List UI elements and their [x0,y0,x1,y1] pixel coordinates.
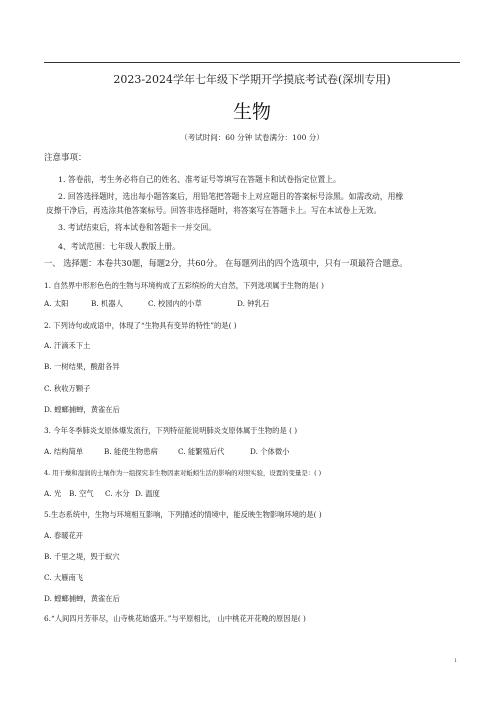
question-stem: 4. 用干燥和湿润的土壤作为一组探究非生物因素对蚯蚓生活的影响的对照实验，设置的变量是：( ) [44,469,322,477]
question-stem: 2. 下列诗句或成语中，体现了“生物具有变异的特性”的是( ) [44,321,237,330]
option: C. 校园内的小草 [148,299,202,308]
option: D. 钟乳石 [237,299,270,308]
option: C. 大雁南飞 [44,573,84,582]
option: A. 结构简单 [44,447,84,456]
option: A. 汗滴禾下土 [44,341,91,350]
notice-item: 1. 答卷前，考生务必将自己的姓名、准考证号等填写在答题卡和试卷指定位置上。 [58,175,341,184]
option: D. 温度 [135,489,160,498]
notice-item: 4、考试范围：七年级人教版上册。 [58,242,180,251]
header-rule [44,62,460,63]
option: B. 一树结果，酸甜各异 [44,362,120,371]
option: A. 光 [44,489,62,498]
option: B. 机器人 [91,299,123,308]
option: C. 能繁殖后代 [178,447,225,456]
option: A. 春暖花开 [44,531,84,540]
option: C. 秋收万颗子 [44,384,91,393]
question-stem: 3. 今年冬季肺炎支原体爆发流行，下列特征能说明肺炎支原体属于生物的是 ( ) [44,426,298,435]
page-number: 1 [454,658,458,664]
option: B. 千里之堤，毁于蚁穴 [44,552,120,561]
notice-item: 3. 考试结束后，将本试卷和答题卡一并交回。 [58,223,217,232]
option: B. 空气 [69,489,94,498]
option: D. 螳螂捕蝉，黄雀在后 [44,594,120,603]
question-stem: 6.“人间四月芳菲尽，山寺桃花始盛开。”与平原相比， 山中桃花开花晚的原因是( ) [44,614,306,623]
option: B. 能使生物患病 [104,447,158,456]
question-stem: 5.生态系统中，生物与环境相互影响，下列描述的情境中，能反映生物影响环境的是( ) [44,510,322,519]
subject-title: 生物 [232,101,271,123]
section-heading: 一、 选择题：本卷共30题，每题2分，共60分。 在每题列出的四个选项中，只有一项最符合题意。 [44,258,408,268]
exam-info: （考试时间：60 分钟 试卷满分：100 分） [180,133,324,142]
option: D. 螳螂捕蝉，黄雀在后 [44,405,120,414]
notice-item-continuation: 皮擦干净后，再选涂其他答案标号。回答非选择题时，将答案写在答题卡上。写在本试卷上无效。 [46,206,382,215]
notice-item: 2. 回答选择题时，选出每小题答案后，用铅笔把答题卡上对应题目的答案标号涂黑。如需改动，用橡 [58,192,404,201]
question-stem: 1. 自然界中形形色色的生物与环境构成了五彩缤纷的大自然，下列选项属于生物的是( ) [44,281,324,290]
option: A. 太阳 [44,299,69,308]
option: D. 个体微小 [250,447,290,456]
notice-heading: 注意事项： [44,153,87,163]
option: C. 水分 [105,489,130,498]
exam-title: 2023-2024学年七年级下学期开学摸底考试卷(深圳专用) [113,73,391,86]
